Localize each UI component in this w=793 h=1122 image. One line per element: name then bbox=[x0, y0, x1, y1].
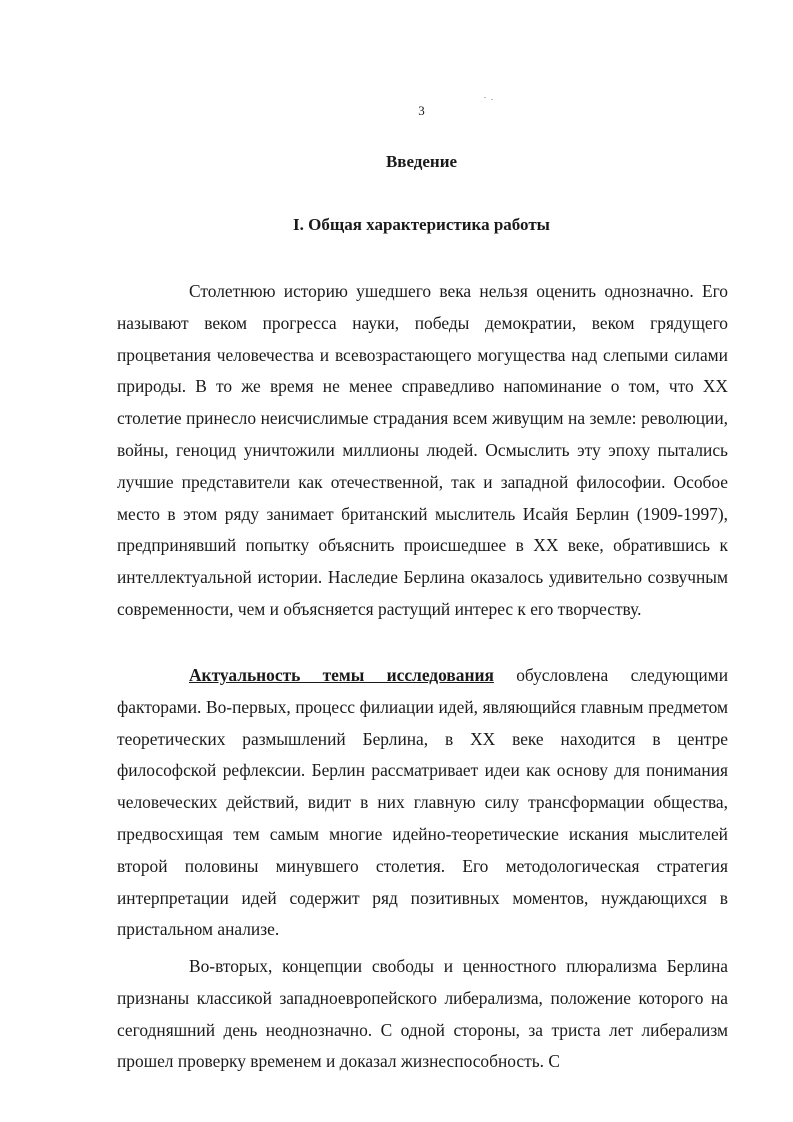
relevance-text: обусловлена следующими факторами. Во-первых, процесс филиации идей, являющийся главным предметом теоретических размышлений Берлина, в XX веке находится в центре философской рефлексии. Берлин рассматривает идеи как основу для понимания человеческих действий, видит в них главную силу трансформации общества, предвосхищая тем самым многие идейно-теоретические искания мыслителей второй половины минувшего столетия. Его методологическая стратегия интерпретации идей содержит ряд позитивных моментов, нуждающихся в пристальном анализе. bbox=[117, 665, 728, 940]
paragraph-text: Столетнюю историю ушедшего века нельзя оценить однозначно. Его называют веком прогресса науки, победы демократии, веком грядущего процветания человечества и всевозрастающего могущества над слепыми силами природы. В то же время не менее справедливо напоминание о том, что XX столетие принесло неисчислимые страдания всем живущим на земле: революции, войны, геноцид уничтожили миллионы людей. Осмыслить эту эпоху пытались лучшие представители как отечественной, так и западной философии. Особое место в этом ряду занимает британский мыслитель Исайя Берлин (1909-1997), предпринявший попытку объяснить происшедшее в XX веке, обратившись к интеллектуальной истории. Наследие Берлина оказалось удивительно созвучным современности, чем и объясняется растущий интерес к его творчеству. bbox=[117, 281, 728, 619]
paragraph-text bbox=[117, 660, 728, 946]
scan-speck bbox=[484, 97, 486, 98]
paragraph-text: Во-вторых, концепции свободы и ценностного плюрализма Берлина признаны классикой западноевропейского либерализма, положение которого на сегодняшний день неоднозначно. С одной стороны, за триста лет либерализм прошел проверку временем и доказал жизнеспособность. С bbox=[117, 956, 728, 1072]
paragraph-intro bbox=[117, 276, 728, 626]
paragraph-relevance bbox=[117, 660, 728, 946]
page-title: Введение bbox=[385, 152, 458, 171]
scan-speck bbox=[491, 99, 493, 100]
paragraph-second bbox=[117, 951, 728, 1078]
section-title: I. Общая характеристика работы bbox=[293, 215, 550, 234]
page-number: 3 bbox=[418, 103, 425, 118]
relevance-heading: Актуальность темы исследования bbox=[189, 665, 494, 685]
